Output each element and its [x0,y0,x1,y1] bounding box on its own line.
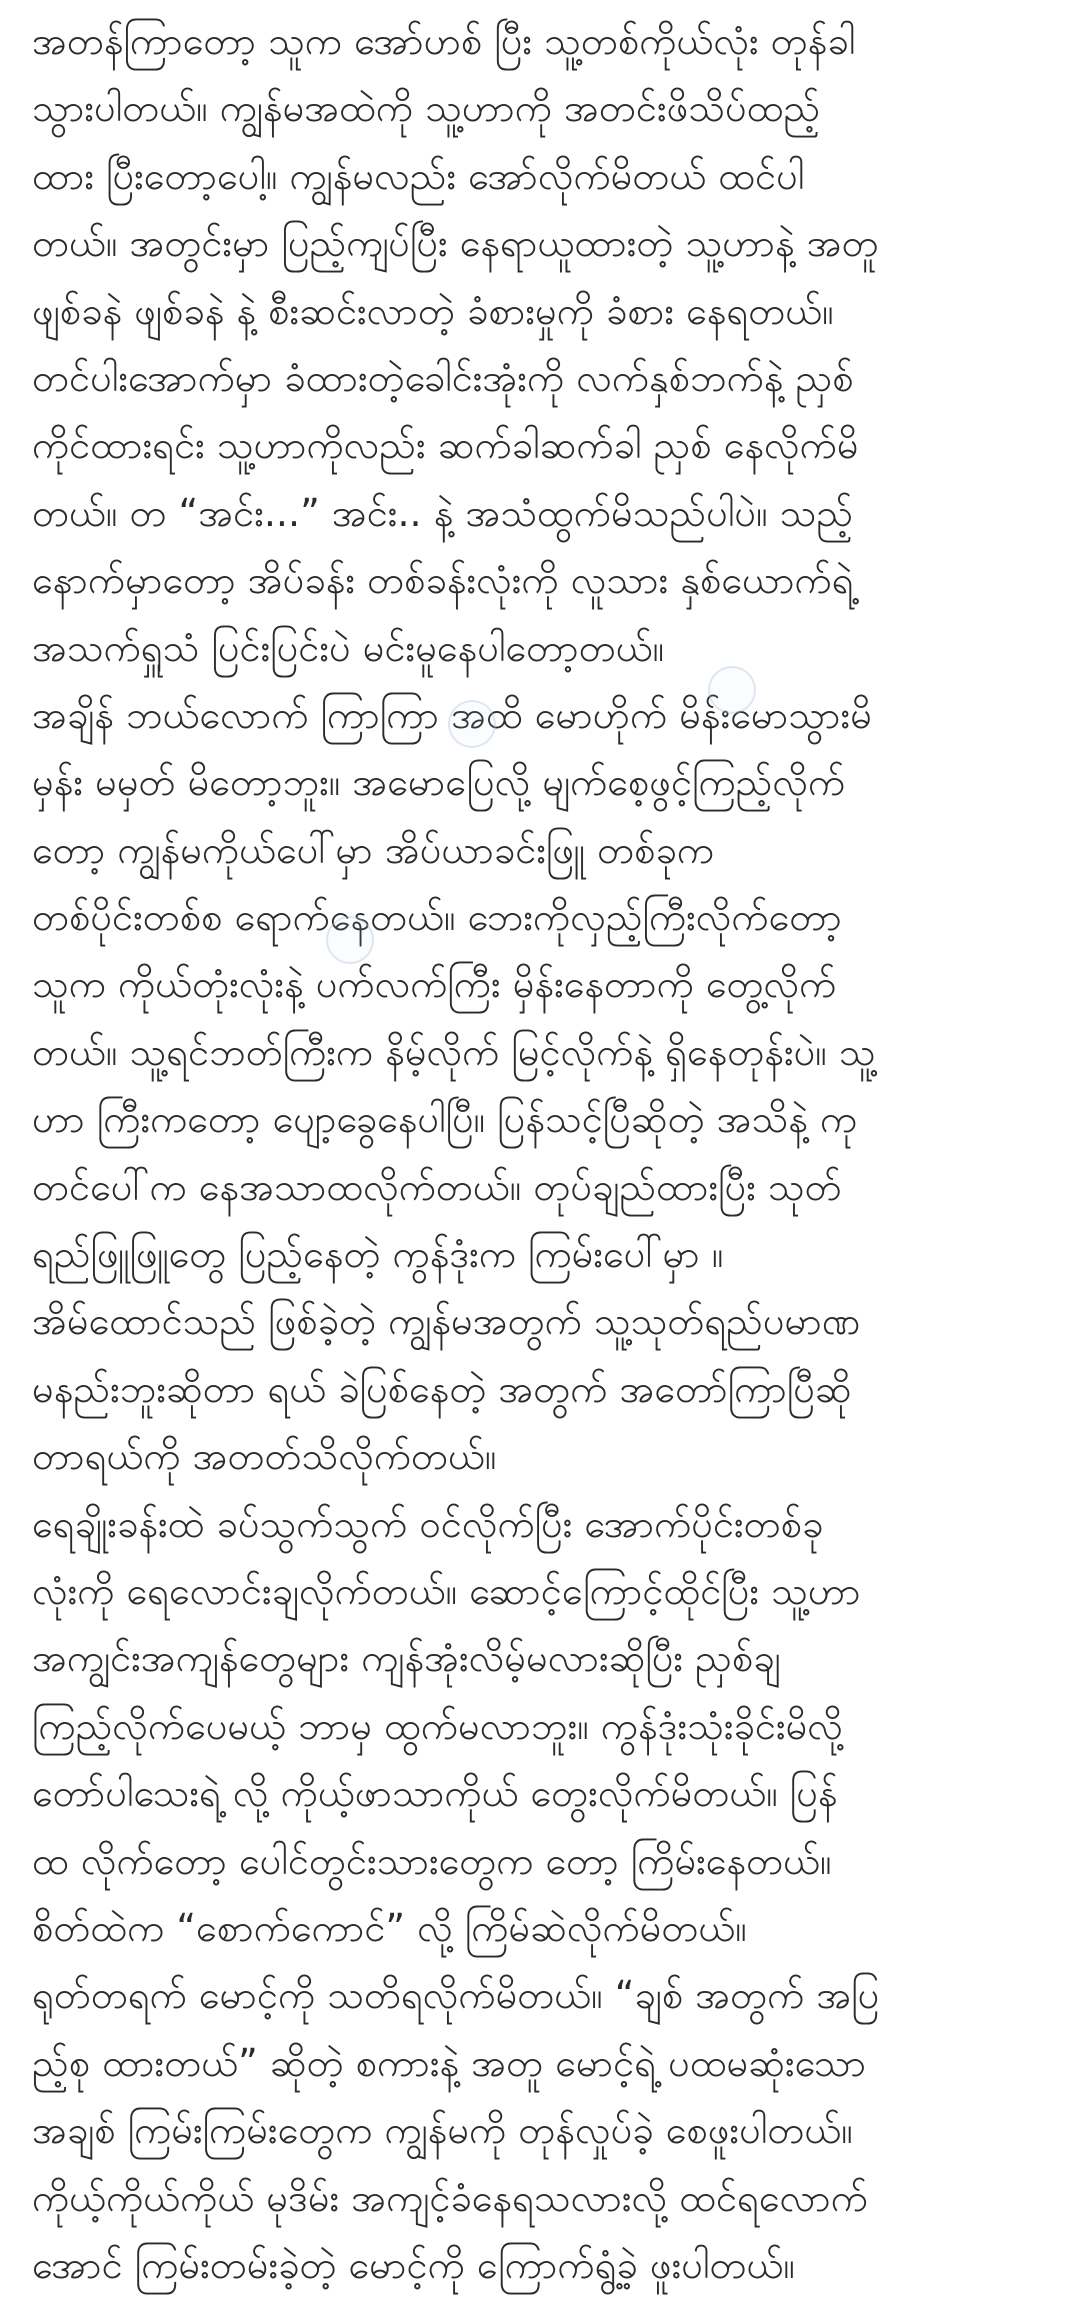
article-line: ဟာ ကြီးကတော့ ပျော့ခွေနေပါပြီ။ ပြန်သင့်ပြီဆိုတဲ့ အသိနဲ့ ကု [32,1097,858,1142]
article-line: ည့်စု ထားတယ်” ဆိုတဲ့ စကားနဲ့ အတူ မောင့်ရဲ့ ပထမဆုံးသော [32,2040,867,2085]
article-line: ထ လိုက်တော့ ပေါင်တွင်းသားတွေက တော့ ကြိမ်းနေတယ်။ [32,1838,832,1883]
article-line: မနည်းဘူးဆိုတာ ရယ် ခဲပြစ်နေတဲ့ အတွက် အတော်ကြာပြီဆို [32,1366,852,1411]
article-line: အောင် ကြမ်းတမ်းခဲ့တဲ့ မောင့်ကို ကြောက်ရွံ့ခဲ့ ဖူးပါတယ်။ [32,2242,795,2287]
article-line: မှန်း မမှတ် မိတော့ဘူး။ အမောပြေလို့ မျက်စေ့ဖွင့်ကြည့်လိုက် [32,760,846,805]
touch-indicator [708,666,756,714]
article-line: ကြည့်လိုက်ပေမယ့် ဘာမှ ထွက်မလာဘူး။ ကွန်ဒုံးသုံးခိုင်းမိလို့ [32,1703,843,1748]
article-line: ကိုယ့်ကိုယ်ကိုယ် မုဒိမ်း အကျင့်ခံနေရသလားလို့ ထင်ရလောက် [32,2175,868,2220]
article-line: တယ်။ တ “အင်း...” အင်း.. နဲ့ အသံထွက်မိသည်ပါပဲ။ သည့် [32,490,854,535]
article-line: တင်ပါးအောက်မှာ ခံထားတဲ့ခေါင်းအုံးကို လက်နှစ်ဘက်နဲ့ ညှစ် [32,355,854,400]
article-line: ကိုင်ထားရင်း သူ့ဟာကိုလည်း ဆက်ခါဆက်ခါ ညှစ် နေလိုက်မိ [32,423,859,468]
touch-indicator [448,700,496,748]
article-line: စိတ်ထဲက “စောက်ကောင်” လို့ ကြိမ်ဆဲလိုက်မိတယ်။ [32,1905,747,1950]
article-line: အချစ် ကြမ်းကြမ်းတွေက ကျွန်မကို တုန်လှုပ်ခဲ့ စေဖူးပါတယ်။ [32,2108,853,2153]
article-line: တယ်။ သူ့ရင်ဘတ်ကြီးက နိမ့်လိုက် မြင့်လိုက်နဲ့ ရှိနေတုန်းပဲ။ သူ့ [32,1029,876,1074]
touch-indicator [326,916,374,964]
article-line: တစ်ပိုင်းတစ်စ ရောက်နေတယ်။ ဘေးကိုလှည့်ကြီးလိုက်တော့ [32,895,842,940]
article-line: သွားပါတယ်။ ကျွန်မအထဲကို သူ့ဟာကို အတင်းဖိသိပ်ထည့် [32,86,821,131]
article-line: အသက်ရှူသံ ပြင်းပြင်းပဲ မင်းမူနေပါတော့တယ်။ [32,625,665,670]
article-body [32,8,1052,2299]
article-line: အိမ်ထောင်သည် ဖြစ်ခဲ့တဲ့ ကျွန်မအတွက် သူ့သုတ်ရည်ပမာဏ [32,1299,861,1344]
article-line: တယ်။ အတွင်းမှာ ပြည့်ကျပ်ပြီး နေရာယူထားတဲ့ သူ့ဟာနဲ့ အတူ [32,221,879,266]
article-line: တော့ ကျွန်မကိုယ်ပေါ်မှာ အိပ်ယာခင်းဖြူ တစ်ခုက [32,827,715,872]
article-line: အကျွင်းအကျန်တွေများ ကျန်အုံးလိမ့်မလားဆိုပြီး ညှစ်ချ [32,1636,781,1681]
article-line: ရုတ်တရက် မောင့်ကို သတိရလိုက်မိတယ်။ “ချစ် အတွက် အပြ [32,1973,880,2018]
article-line: တာရယ်ကို အတတ်သိလိုက်တယ်။ [32,1434,497,1479]
article-line: ရည်ဖြူဖြူတွေ ပြည့်နေတဲ့ ကွန်ဒုံးက ကြမ်းပေါ်မှာ ။ [32,1232,724,1277]
article-line: ထား ပြီးတော့ပေါ့။ ကျွန်မလည်း အော်လိုက်မိတယ် ထင်ပါ [32,153,805,198]
article-line: သူက ကိုယ်တုံးလုံးနဲ့ ပက်လက်ကြီး မှိန်းနေတာကို တွေ့လိုက် [32,962,837,1007]
article-line: နောက်မှာတော့ အိပ်ခန်း တစ်ခန်းလုံးကို လူသား နှစ်ယောက်ရဲ့ [32,558,854,603]
article-line: အတန်ကြာတော့ သူက အော်ဟစ် ပြီး သူ့တစ်ကိုယ်လုံး တုန်ခါ [32,19,856,63]
article-line: တင်ပေါ်က နေအသာထလိုက်တယ်။ တုပ်ချည်ထားပြီး သုတ် [32,1164,842,1209]
article-line: တော်ပါသေးရဲ့ လို့ ကိုယ့်ဖာသာကိုယ် တွေးလိုက်မိတယ်။ ပြန် [32,1771,838,1816]
article-line: ရေချိုးခန်းထဲ ခပ်သွက်သွက် ဝင်လိုက်ပြီး အောက်ပိုင်းတစ်ခု [32,1501,824,1546]
article-line: အချိန် ဘယ်လောက် ကြာကြာ အထိ မောဟိုက် မိန်းမောသွားမိ [32,692,872,737]
article-line: ဖျစ်ခနဲ ဖျစ်ခနဲ နဲ့ စီးဆင်းလာတဲ့ ခံစားမှုကို ခံစား နေရတယ်။ [32,288,834,333]
article-line: လုံးကို ရေလောင်းချလိုက်တယ်။ ဆောင့်ကြောင့်ထိုင်ပြီး သူ့ဟာ [32,1568,861,1613]
